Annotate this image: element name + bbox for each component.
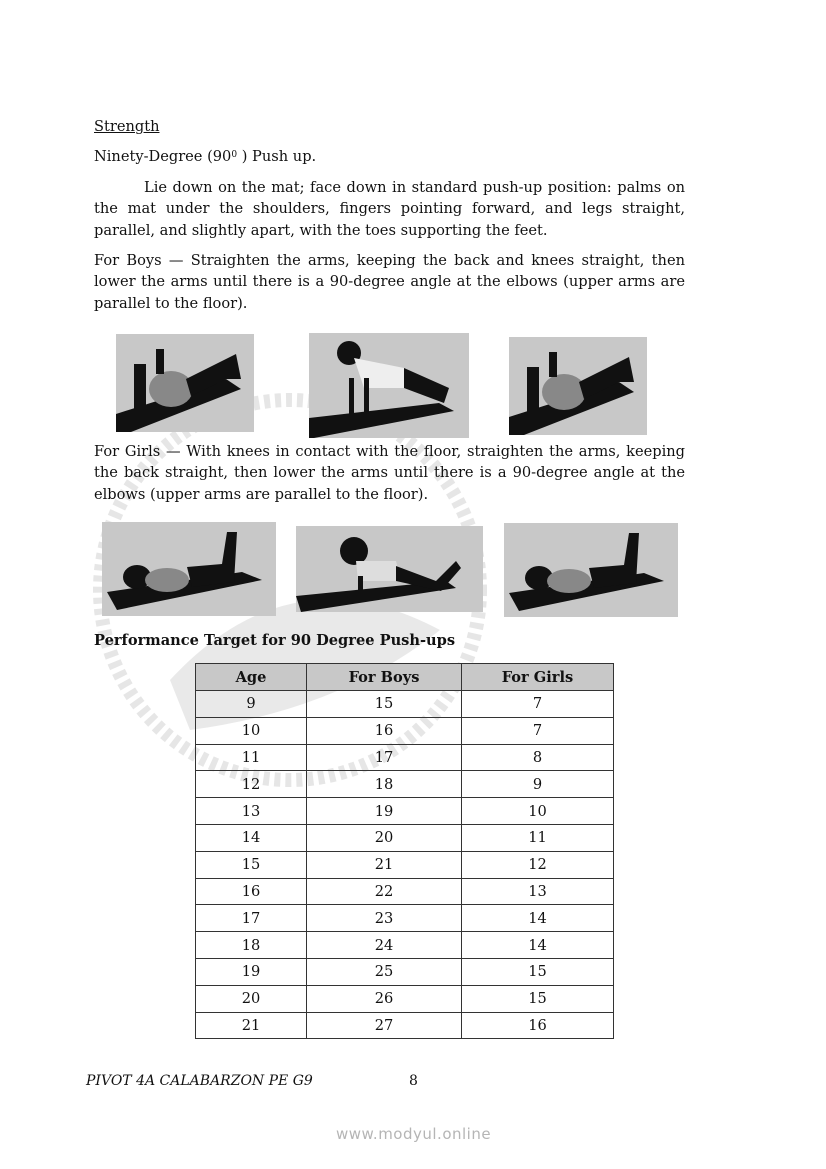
- table-row: [196, 958, 614, 985]
- boy-pushup-photo-2: [309, 333, 469, 438]
- girl-pushup-photo-1: [102, 522, 276, 616]
- cell-girls: 14: [462, 905, 614, 932]
- girl-pushup-photo-2: [296, 526, 483, 612]
- cell-age: 21: [196, 1012, 307, 1039]
- cell-age: 18: [196, 932, 307, 959]
- cell-boys: 23: [307, 905, 462, 932]
- cell-age: 17: [196, 905, 307, 932]
- cell-age: 15: [196, 851, 307, 878]
- intro-paragraph: Lie down on the mat; face down in standard push-up position: palms on the mat under the shoulders, fingers pointing forward, and legs straight, parallel, and slightly apart, with the toes supporting the feet.: [94, 179, 685, 239]
- table-row: [196, 878, 614, 905]
- degree-superscript: 0: [231, 150, 238, 160]
- cell-boys: 18: [307, 771, 462, 798]
- exercise-title-text: Ninety-Degree (90: [94, 148, 232, 165]
- pushup-figure-icon: [116, 334, 254, 432]
- boy-pushup-photo-3: [509, 337, 647, 435]
- boys-instruction: For Boys — Straighten the arms, keeping the back and knees straight, then lower the arms until there is a 90-degree angle at the elbows (upper arms are parallel to the floor).: [94, 252, 685, 312]
- cell-age: 13: [196, 798, 307, 825]
- cell-boys: 16: [307, 717, 462, 744]
- table-row: [196, 905, 614, 932]
- cell-girls: 12: [462, 851, 614, 878]
- cell-girls: 9: [462, 771, 614, 798]
- girl-pushup-photo-3: [504, 523, 678, 617]
- cell-boys: 21: [307, 851, 462, 878]
- girls-instruction: For Girls — With knees in contact with the floor, straighten the arms, keeping the back straight, then lower the arms until there is a 90-degree angle at the elbows (upper arms are parallel to the floor).: [94, 443, 685, 503]
- cell-girls: 16: [462, 1012, 614, 1039]
- cell-boys: 22: [307, 878, 462, 905]
- cell-age: 14: [196, 824, 307, 851]
- pushup-figure-icon: [102, 522, 276, 616]
- table-row: [196, 1012, 614, 1039]
- cell-boys: 20: [307, 824, 462, 851]
- cell-girls: 10: [462, 798, 614, 825]
- table-row: [196, 851, 614, 878]
- table-row: [196, 717, 614, 744]
- boy-pushup-photo-1: [116, 334, 254, 432]
- table-row: [196, 824, 614, 851]
- cell-boys: 26: [307, 985, 462, 1012]
- table-body: [196, 691, 614, 1039]
- performance-target-table: [195, 663, 614, 1039]
- table-header-row: [196, 664, 614, 691]
- exercise-title-suffix: ) Push up.: [237, 148, 317, 165]
- table-row: [196, 771, 614, 798]
- cell-boys: 25: [307, 958, 462, 985]
- header-age: Age: [196, 664, 307, 691]
- footer-publication: PIVOT 4A CALABARZON PE G9: [86, 1073, 313, 1089]
- table-row: [196, 744, 614, 771]
- cell-boys: 24: [307, 932, 462, 959]
- cell-girls: 15: [462, 958, 614, 985]
- cell-girls: 14: [462, 932, 614, 959]
- header-girls: For Girls: [462, 664, 614, 691]
- pushup-figure-icon: [296, 526, 483, 612]
- pushup-figure-icon: [504, 523, 678, 617]
- table-row: [196, 798, 614, 825]
- cell-girls: 13: [462, 878, 614, 905]
- cell-age: 19: [196, 958, 307, 985]
- cell-age: 10: [196, 717, 307, 744]
- cell-girls: 7: [462, 691, 614, 718]
- pushup-figure-icon: [509, 337, 647, 435]
- exercise-title: [94, 148, 316, 165]
- section-heading: Strength: [94, 118, 160, 135]
- cell-boys: 27: [307, 1012, 462, 1039]
- cell-age: 11: [196, 744, 307, 771]
- site-watermark: www.modyul.online: [336, 1125, 492, 1143]
- table-row: [196, 691, 614, 718]
- cell-age: 16: [196, 878, 307, 905]
- cell-age: 9: [196, 691, 307, 718]
- cell-age: 12: [196, 771, 307, 798]
- cell-girls: 8: [462, 744, 614, 771]
- cell-boys: 17: [307, 744, 462, 771]
- cell-boys: 19: [307, 798, 462, 825]
- cell-age: 20: [196, 985, 307, 1012]
- header-boys: For Boys: [307, 664, 462, 691]
- cell-boys: 15: [307, 691, 462, 718]
- cell-girls: 7: [462, 717, 614, 744]
- cell-girls: 15: [462, 985, 614, 1012]
- table-title: Performance Target for 90 Degree Push-ups: [94, 632, 456, 649]
- pushup-figure-icon: [309, 333, 469, 438]
- table-row: [196, 985, 614, 1012]
- page-number: 8: [409, 1073, 418, 1089]
- cell-girls: 11: [462, 824, 614, 851]
- table-row: [196, 932, 614, 959]
